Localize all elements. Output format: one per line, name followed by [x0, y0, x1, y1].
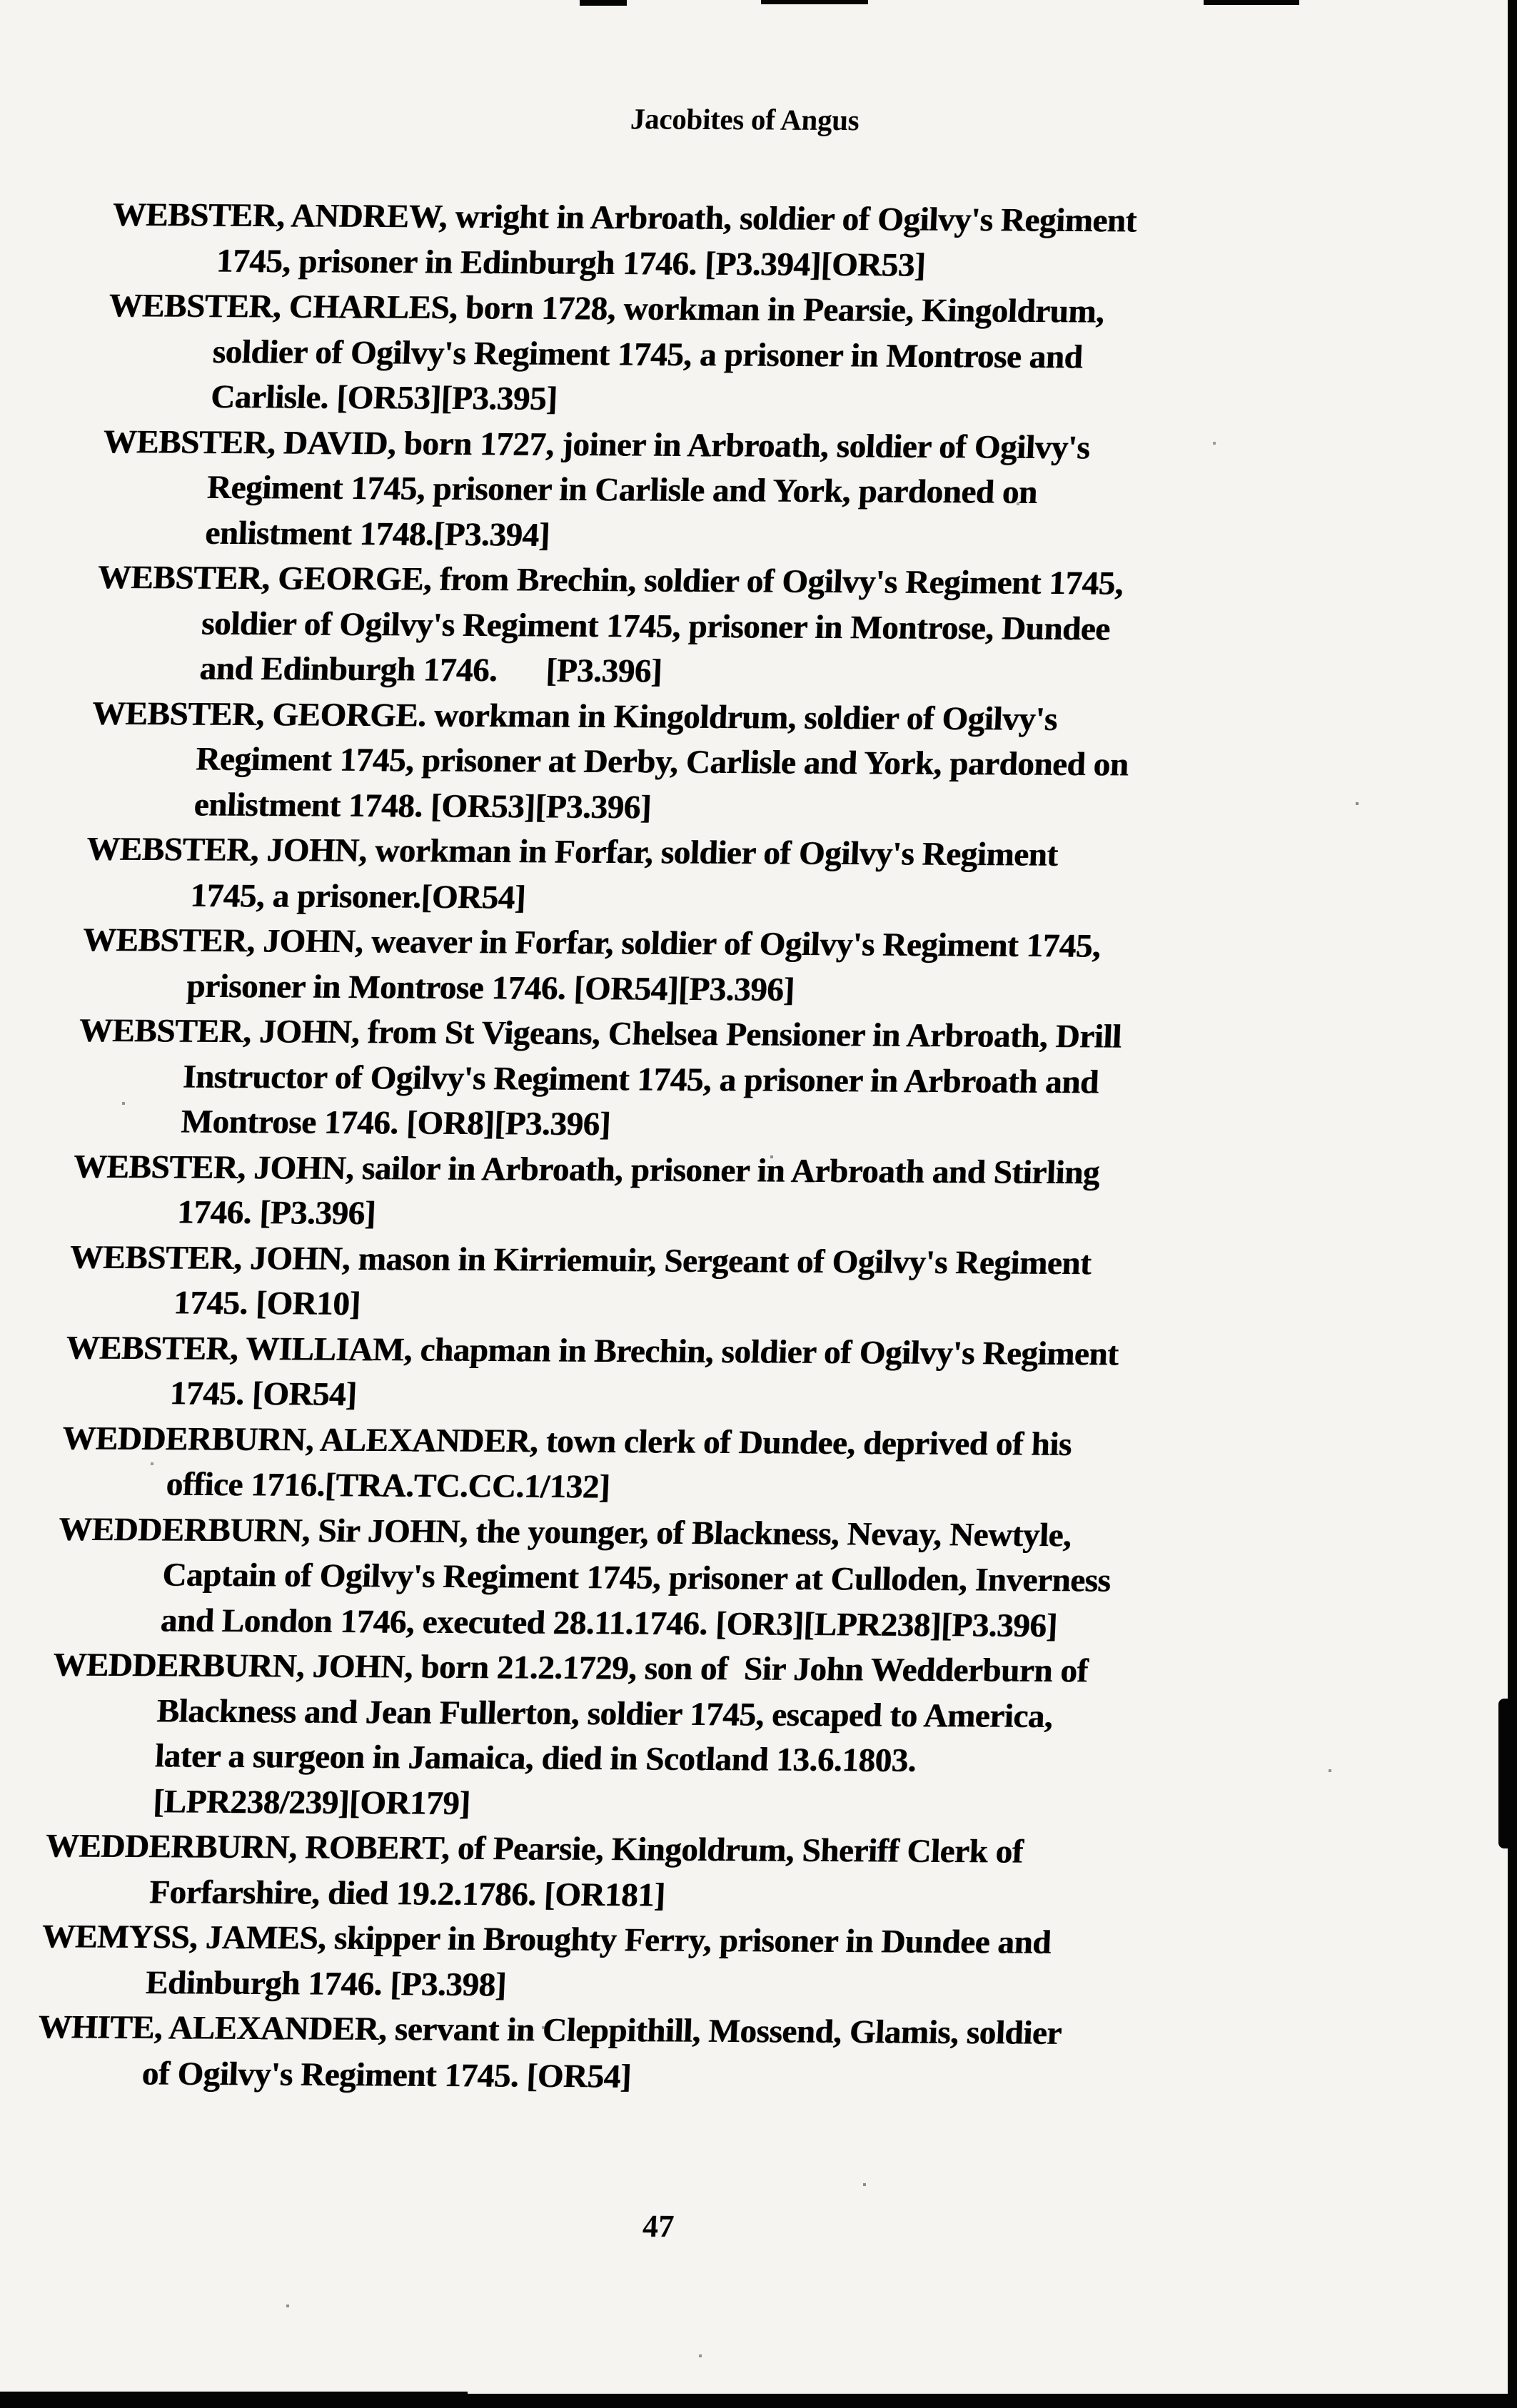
entry-line-continuation: Regiment 1745, prisoner at Derby, Carlisle and York, pardoned on — [195, 740, 1129, 784]
entry-line-first: WEBSTER, JOHN, sailor in Arbroath, prisoner in Arbroath and Stirling — [72, 1148, 1101, 1191]
entry-line-continuation: and Edinburgh 1746. [P3.396] — [198, 649, 663, 690]
entry — [84, 827, 1344, 926]
entry-line-first: WEBSTER, ANDREW, wright in Arbroath, soldier of Ogilvy's Regiment — [111, 196, 1137, 240]
entry — [67, 1235, 1327, 1333]
scan-artifact-right-edge-blob — [1498, 1699, 1517, 1848]
entry — [99, 419, 1361, 562]
entry-line-continuation: enlistment 1748. [OR53][P3.396] — [193, 786, 652, 826]
entry — [110, 193, 1370, 291]
entry-line-first: WHITE, ALEXANDER, servant in Cleppithill, Mossend, Glamis, soldier — [37, 2008, 1062, 2053]
entry — [54, 1507, 1316, 1650]
entry-line-first: WEBSTER, WILLIAM, chapman in Brechin, soldier of Ogilvy's Regiment — [65, 1329, 1119, 1373]
entry-line-first: WEBSTER, JOHN, weaver in Forfar, soldier of Ogilvy's Regiment 1745, — [81, 921, 1102, 965]
entry-line-first: WEBSTER, DAVID, born 1727, joiner in Arbroath, soldier of Ogilvy's — [102, 423, 1091, 466]
entry-line-continuation: Captain of Ogilvy's Regiment 1745, prisoner at Culloden, Inverness — [161, 1556, 1112, 1599]
entry-line-continuation: of Ogilvy's Regiment 1745. [OR54] — [141, 2054, 632, 2095]
entry-line-first: WEDDERBURN, ROBERT, of Pearsie, Kingoldrum, Sheriff Clerk of — [44, 1827, 1024, 1871]
entry-line-first: WEBSTER, JOHN, mason in Kirriemuir, Sergeant of Ogilvy's Regiment — [69, 1238, 1092, 1282]
entry-line-continuation: 1745, a prisoner.[OR54] — [189, 876, 527, 916]
entry-line-first: WEDDERBURN, ALEXANDER, town clerk of Dundee, deprived of his — [61, 1420, 1072, 1463]
entry-line-continuation: Blackness and Jean Fullerton, soldier 1745, escaped to America, — [156, 1691, 1054, 1735]
scan-artifact-top-edge — [1204, 0, 1299, 5]
entry-line-continuation: Carlisle. [OR53][P3.395] — [210, 378, 558, 418]
entry-line-first: WEDDERBURN, Sir JOHN, the younger, of Blackness, Nevay, Newtyle, — [58, 1510, 1072, 1554]
entry-line-continuation: soldier of Ogilvy's Regiment 1745, prisoner in Montrose, Dundee — [201, 604, 1111, 647]
entry — [74, 1008, 1336, 1152]
entry-line-first: WEBSTER, JOHN, workman in Forfar, soldier of Ogilvy's Regiment — [86, 830, 1059, 874]
entry-line-continuation: soldier of Ogilvy's Regiment 1745, a prisoner in Montrose and — [211, 333, 1084, 375]
entry-line-continuation: 1745. [OR10] — [173, 1284, 361, 1323]
entry-line-continuation: Regiment 1745, prisoner in Carlisle and York, pardoned on — [206, 468, 1038, 511]
entry-line-continuation: later a surgeon in Jamaica, died in Scotland 13.6.1803. — [153, 1737, 917, 1779]
entry — [59, 1416, 1319, 1514]
entry — [46, 1642, 1310, 1831]
page-header: Jacobites of Angus — [630, 102, 860, 137]
entry-line-continuation: prisoner in Montrose 1746. [OR54][P3.396] — [186, 967, 795, 1008]
entry-list — [35, 193, 1369, 2103]
page-number: 47 — [642, 2208, 675, 2244]
entry-line-continuation: office 1716.[TRA.TC.CC.1/132] — [165, 1465, 611, 1506]
entry — [87, 691, 1349, 834]
entry — [64, 1325, 1324, 1424]
entry — [104, 283, 1366, 427]
entry-line-continuation: Instructor of Ogilvy's Regiment 1745, a prisoner in Arbroath and — [182, 1058, 1099, 1101]
entry-line-continuation: Montrose 1746. [OR8][P3.396] — [180, 1103, 612, 1143]
entry — [35, 2005, 1295, 2103]
entry-line-continuation: enlistment 1748.[P3.394] — [204, 514, 550, 554]
entry-line-first: WEBSTER, GEORGE, from Brechin, soldier of Ogilvy's Regiment 1745, — [96, 558, 1124, 602]
scan-artifact-right-edge — [1508, 0, 1517, 2408]
entry-line-first: WEBSTER, GEORGE. workman in Kingoldrum, soldier of Ogilvy's — [91, 694, 1058, 738]
entry — [93, 555, 1355, 699]
entry — [71, 1144, 1331, 1243]
toner-speckles — [0, 0, 1, 1]
entry-line-continuation: [LPR238/239][OR179] — [152, 1782, 471, 1822]
entry-line-first: WEDDERBURN, JOHN, born 21.2.1729, son of Sir John Wedderburn of — [52, 1646, 1089, 1690]
entry-line-continuation: 1745, prisoner in Edinburgh 1746. [P3.394][OR53] — [215, 242, 927, 284]
page-content — [29, 0, 1378, 2248]
entry-line-first: WEBSTER, CHARLES, born 1728, workman in Pearsie, Kingoldrum, — [108, 286, 1105, 330]
entry-line-first: WEMYSS, JAMES, skipper in Broughty Ferry, prisoner in Dundee and — [41, 1918, 1052, 1961]
entry-line-continuation: 1746. [P3.396] — [176, 1193, 377, 1233]
entry — [43, 1823, 1303, 1922]
entry-line-continuation: 1745. [OR54] — [168, 1375, 358, 1414]
entry-line-first: WEBSTER, JOHN, from St Vigeans, Chelsea Pensioner in Arbroath, Drill — [78, 1011, 1122, 1056]
entry-line-continuation: Forfarshire, died 19.2.1786. [OR181] — [148, 1873, 666, 1914]
entry-line-continuation: Edinburgh 1746. [P3.398] — [144, 1963, 507, 2003]
entry — [39, 1914, 1299, 2013]
entry-line-continuation: and London 1746, executed 28.11.1746. [OR3][LPR238][P3.396] — [159, 1601, 1058, 1644]
entry — [80, 918, 1340, 1016]
scan-artifact-bottom-edge — [0, 2394, 1517, 2408]
